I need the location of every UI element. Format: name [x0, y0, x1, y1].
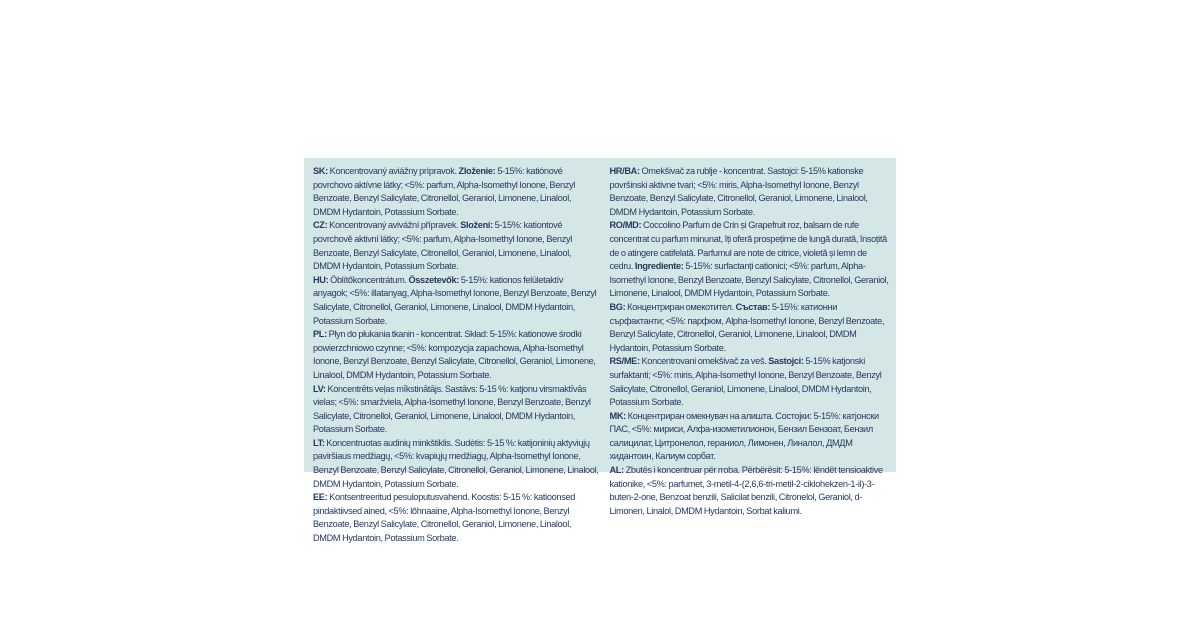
entry-text: Kontsentreeritud pesuloputusvahend. Koostis: 5-15 %: katioonsed pindaktiivsed ained, <5%: lõhnaaine, Alpha-Isomethyl Ionone, Benzyl Benzoate, Benzyl Salicylate, Citronellol, Geraniol, Limonene, Linalool, DMDM Hydantoin, Potassium Sorbate.: [313, 492, 576, 544]
entry-text: Öblítőkoncentrátum.: [328, 274, 409, 285]
entry-text: Koncentrovani omekšivač za veš.: [639, 356, 769, 367]
entry-mk: [610, 410, 891, 464]
entry-ro-md: [610, 219, 891, 301]
entry-sk: [313, 165, 600, 219]
entry-text: Płyn do płukania tkanin - koncentrat. Skład: 5-15%: kationowe środki powierzchniowo czynne; <5%: kompozycja zapachowa, Alpha-Isomethyl Ionone, Benzyl Benzoate, Benzyl Salicylate, Citronellol, Geraniol, Limonene, Linalool, DMDM Hydantoin, Potassium Sorbate.: [313, 329, 596, 380]
entry-text: Концентриран омекнувач на алишта. Состојки: 5-15%: катјонски ПАС, <5%: мириси, Алфа-изометилионон, Бензил Бензоат, Бензил салицилат, Цитронелол, гераниол, Лимонен, Линалол, ДМДМ хидантоин, Калиум сорбат.: [609, 410, 879, 462]
entry-cz: [313, 219, 600, 273]
ingredients-label-panel: [304, 158, 896, 544]
language-code: BG:: [609, 301, 626, 312]
entry-text: Coccolino Parfum de Crin și Grapefruit roz, balsam de rufe concentrat cu parfum minunat, îți oferă prospețime de lungă durată, însoțită de o atingere catifelată. Parfumul are note de citrice, violetă și lemn de cedru.: [609, 220, 887, 272]
entry-ee: [313, 491, 600, 545]
entry-text: Zbutës i koncentruar për rroba. Përbërësit: 5-15%: lëndët tensioaktive kationike, <5%: parfumet, 3-metil-4-(2,6,6-tri-metil-2-ciklohekzen-1-il)-3-buten-2-one, Benzoat benzili, Salicilat benzili, Citronelol, Geraniol, d-Limonen, Linalol, DMDM Hydantoin, Sorbat kaliumi.: [609, 465, 883, 516]
entry-text: 5-15% katjonski surfaktanti; <5%: miris, Alpha-Isomethyl Ionone, Benzyl Benzoate, Benzyl Salicylate, Citronellol, Geraniol, Limonene, Linalool, DMDM Hydantoin, Potassium Sorbate.: [609, 356, 882, 408]
entry-text: Koncentrovaný aviážny prípravok.: [327, 166, 459, 176]
ingredients-label: Ingrediente:: [634, 261, 684, 272]
right-language-column: [609, 165, 891, 516]
language-code: AL:: [609, 465, 624, 476]
language-code: LV:: [313, 383, 326, 394]
ingredients-label: Zloženie:: [458, 166, 496, 176]
ingredients-label: Състав:: [735, 301, 771, 312]
language-code: RS/ME:: [609, 356, 640, 367]
entry-lt: [313, 437, 600, 491]
entry-pl: [313, 328, 600, 382]
language-code: HR/BA:: [609, 166, 640, 176]
language-code: HU:: [313, 274, 329, 285]
language-code: MK:: [609, 410, 626, 421]
language-code: LT:: [313, 437, 325, 448]
language-code: EE:: [313, 492, 328, 503]
entry-lv: [313, 383, 600, 437]
entry-text: Koncentrēts veļas mīkstinātājs. Sastāvs: 5-15 %: katjonu virsmaktīvās vielas; <5%: smaržviela, Alpha-Isomethyl Ionone, Benzyl Benzoate, Benzyl Salicylate, Citronellol, Geraniol, Limonene, Linalool, DMDM Hydantoin, Potassium Sorbate.: [313, 383, 591, 435]
entry-hr-ba: [610, 165, 891, 219]
entry-rs-me: [610, 355, 891, 409]
entry-text: 5-15%: katiónové povrchovo aktívne látky; <5%: parfum, Alpha-Isomethyl Ionone, Benzyl Benzoate, Benzyl Salicylate, Citronellol, Geraniol, Limonene, Linalool, DMDM Hydantoin, Potassium Sorbate.: [313, 166, 576, 217]
entry-text: 5-15%: kationos felületaktív anyagok; <5%: illatanyag, Alpha-Isomethyl Ionone, Benzyl Benzoate, Benzyl Salicylate, Citronellol, Geraniol, Limonene, Linalool, DMDM Hydantoin, Potassium Sorbate.: [313, 274, 597, 326]
ingredients-label: Složení:: [460, 220, 493, 231]
language-code: CZ:: [313, 220, 328, 231]
entry-text: Концентриран омекотител.: [625, 301, 736, 312]
entry-text: 5-15%: катионни сърфактанти; <5%: парфюм, Alpha-Isomethyl Ionone, Benzyl Benzoate, Benzyl Salicylate, Citronellol, Geraniol, Limonene, Linalool, DMDM Hydantoin, Potassium Sorbate.: [609, 301, 885, 353]
entry-hu: [313, 274, 600, 328]
entry-text: Omekšivač za rublje - koncentrat. Sastojci: 5-15% kationske površinski aktivne tvari; <5%: miris, Alpha-Isomethyl Ionone, Benzyl Benzoate, Benzyl Salicylate, Citronellol, Geraniol, Limonene, Linalool, DMDM Hydantoin, Potassium Sorbate.: [609, 166, 868, 217]
entry-bg: [610, 301, 891, 355]
language-code: SK:: [313, 166, 328, 176]
entry-text: Koncentrovaný avivážní přípravek.: [327, 220, 461, 231]
ingredients-label: Összetevők:: [408, 274, 459, 285]
entry-al: [610, 464, 891, 518]
left-language-column: [313, 165, 600, 544]
language-code: RO/MD:: [609, 220, 642, 231]
entry-text: Koncentruotas audinių minkštiklis. Sudėtis: 5-15 %: katijoninių aktyviųjų paviršiaus medžiagų, <5%: kvapiųjų medžiagų, Alpha-Isomethyl Ionone, Benzyl Benzoate, Benzyl Salicylate, Citronellol, Geraniol, Limonene, Linalool, DMDM Hydantoin, Potassium Sorbate.: [313, 437, 599, 489]
ingredients-label: Sastojci:: [768, 356, 804, 367]
language-code: PL:: [313, 329, 327, 340]
entry-text: 5-15%: surfactanți cationici; <5%: parfum, Alpha-Isomethyl Ionone, Benzyl Benzoate, Benzyl Salicylate, Citronellol, Geraniol, Limonene, Linalool, DMDM Hydantoin, Potassium Sorbate.: [609, 261, 889, 299]
entry-text: 5-15%: kationtové povrchově aktivní látky; <5%: parfum, Alpha-Isomethyl Ionone, Benzyl Benzoate, Benzyl Salicylate, Citronellol, Geraniol, Limonene, Linalool, DMDM Hydantoin, Potassium Sorbate.: [313, 220, 572, 272]
